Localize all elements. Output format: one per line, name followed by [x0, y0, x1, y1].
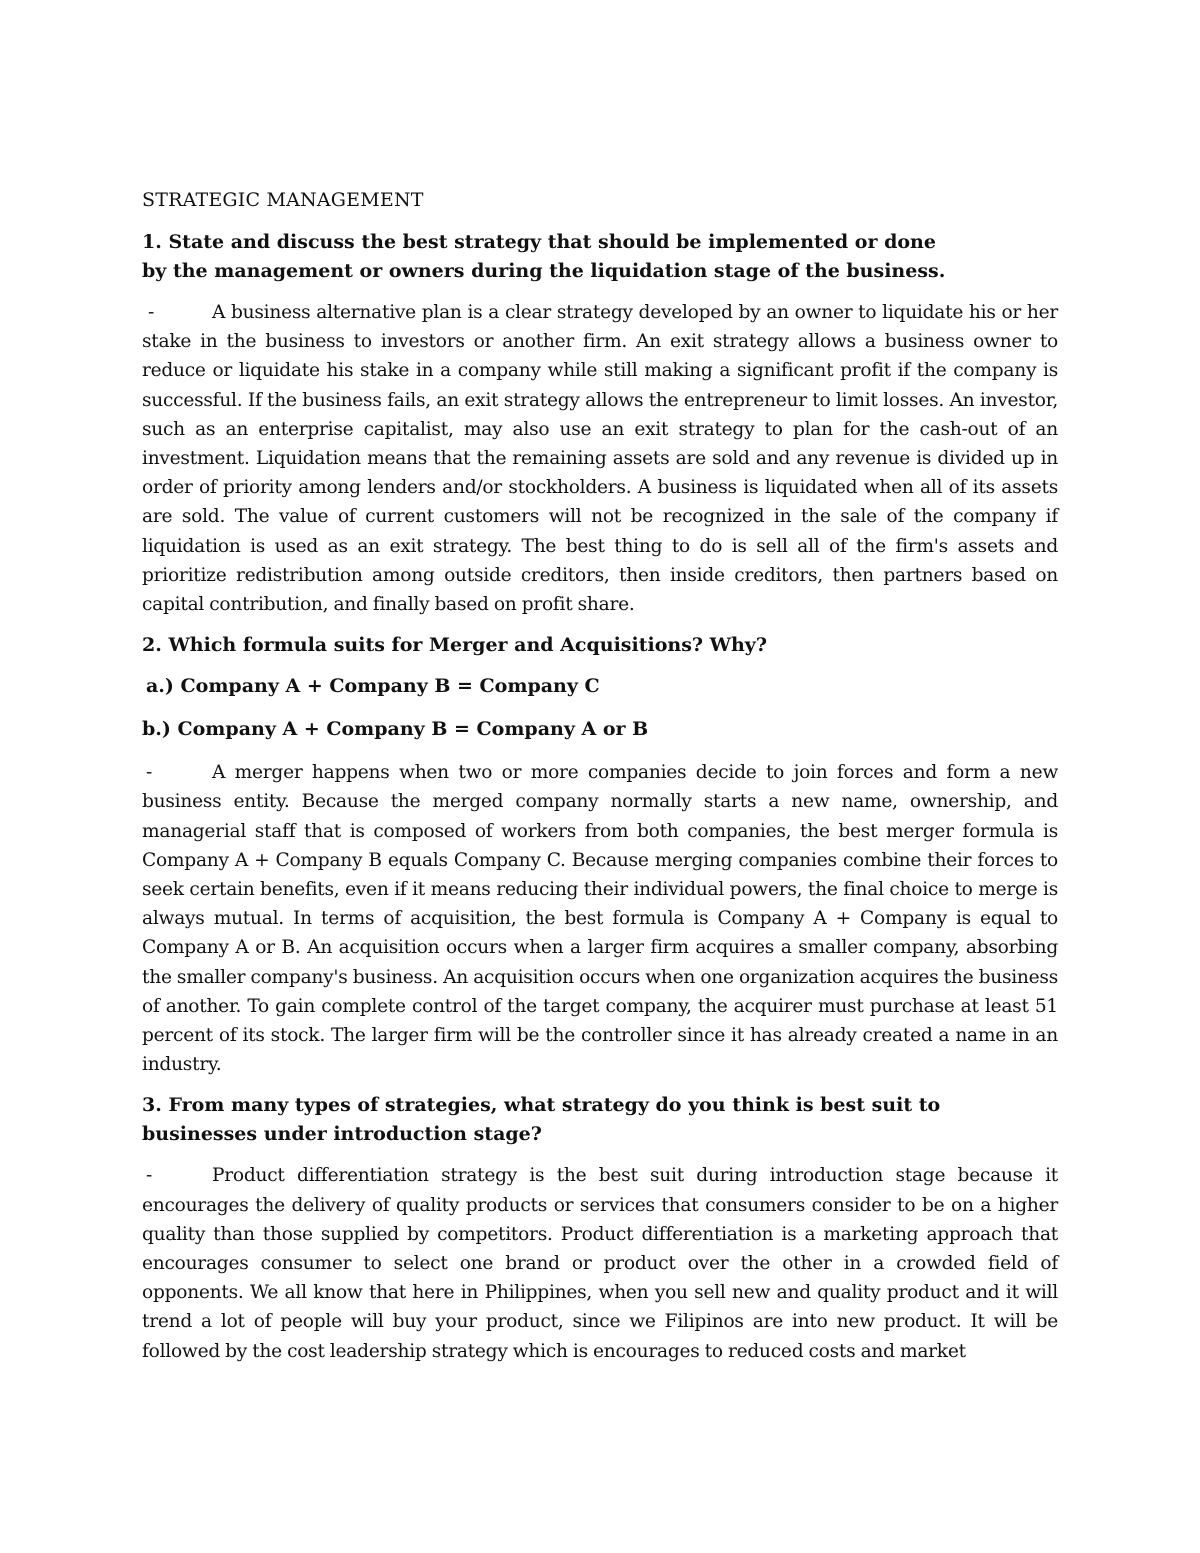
answer-2 — [142, 758, 1058, 1079]
document-title: STRATEGIC MANAGEMENT — [142, 189, 424, 211]
answer-3-text: Product differentiation strategy is the best suit during introduction stage because it encourages the delivery of quality products or services that consumers consider to be on a higher quality than those supplied by competitors. Product differentiation is a marketing approach that encourages consumer to select one brand or product over the other in a crowded field of opponents. We all know that here in Philippines, when you sell new and quality product and it will trend a lot of people will buy your product, since we Filipinos are into new product. It will be followed by the cost leadership strategy which is encourages to reduced costs and market — [142, 1165, 1058, 1362]
question-3: 3. From many types of strategies, what strategy do you think is best suit to businesses under introduction stage? — [142, 1094, 941, 1146]
question-2: 2. Which formula suits for Merger and Acquisitions? Why? — [142, 634, 767, 657]
answer-1-bullet: - — [148, 302, 155, 323]
answer-1 — [142, 298, 1058, 619]
formula-option-a: a.) Company A + Company B = Company C — [146, 675, 600, 698]
answer-2-bullet: - — [146, 762, 153, 784]
formula-option-b: b.) Company A + Company B = Company A or B — [142, 718, 649, 741]
answer-3-bullet: - — [146, 1165, 153, 1187]
answer-1-text: A business alternative plan is a clear strategy developed by an owner to liquidate his or her stake in the business to investors or another firm. An exit strategy allows a business owner to reduce or liquidate his stake in a company while still making a significant profit if the company is successful. If the business fails, an exit strategy allows the entrepreneur to limit losses. An investor, such as an enterprise capitalist, may also use an exit strategy to plan for the cash-out of an investment. Liquidation means that the remaining assets are sold and any revenue is divided up in order of priority among lenders and/or stockholders. A business is liquidated when all of its assets are sold. The value of current customers will not be recognized in the sale of the company if liquidation is used as an exit strategy. The best thing to do is sell all of the firm's assets and prioritize redistribution among outside creditors, then inside creditors, then partners based on capital contribution, and finally based on profit share. — [142, 302, 1058, 616]
answer-3 — [142, 1161, 1058, 1365]
question-1: 1. State and discuss the best strategy that should be implemented or done by the management or owners during the liquidation stage of the business. — [142, 231, 946, 282]
answer-2-text: A merger happens when two or more companies decide to join forces and form a new business entity. Because the merged company normally starts a new name, ownership, and managerial staff that is composed of workers from both companies, the best merger formula is Company A + Company B equals Company C. Because merging companies combine their forces to seek certain benefits, even if it means reducing their individual powers, the final choice to merge is always mutual. In terms of acquisition, the best formula is Company A + Company is equal to Company A or B. An acquisition occurs when a larger firm acquires a smaller company, absorbing the smaller company's business. An acquisition occurs when one organization acquires the business of another. To gain complete control of the target company, the acquirer must purchase at least 51 percent of its stock. The larger firm will be the controller since it has already created a name in an industry. — [142, 762, 1058, 1076]
document-body — [142, 186, 1058, 1378]
